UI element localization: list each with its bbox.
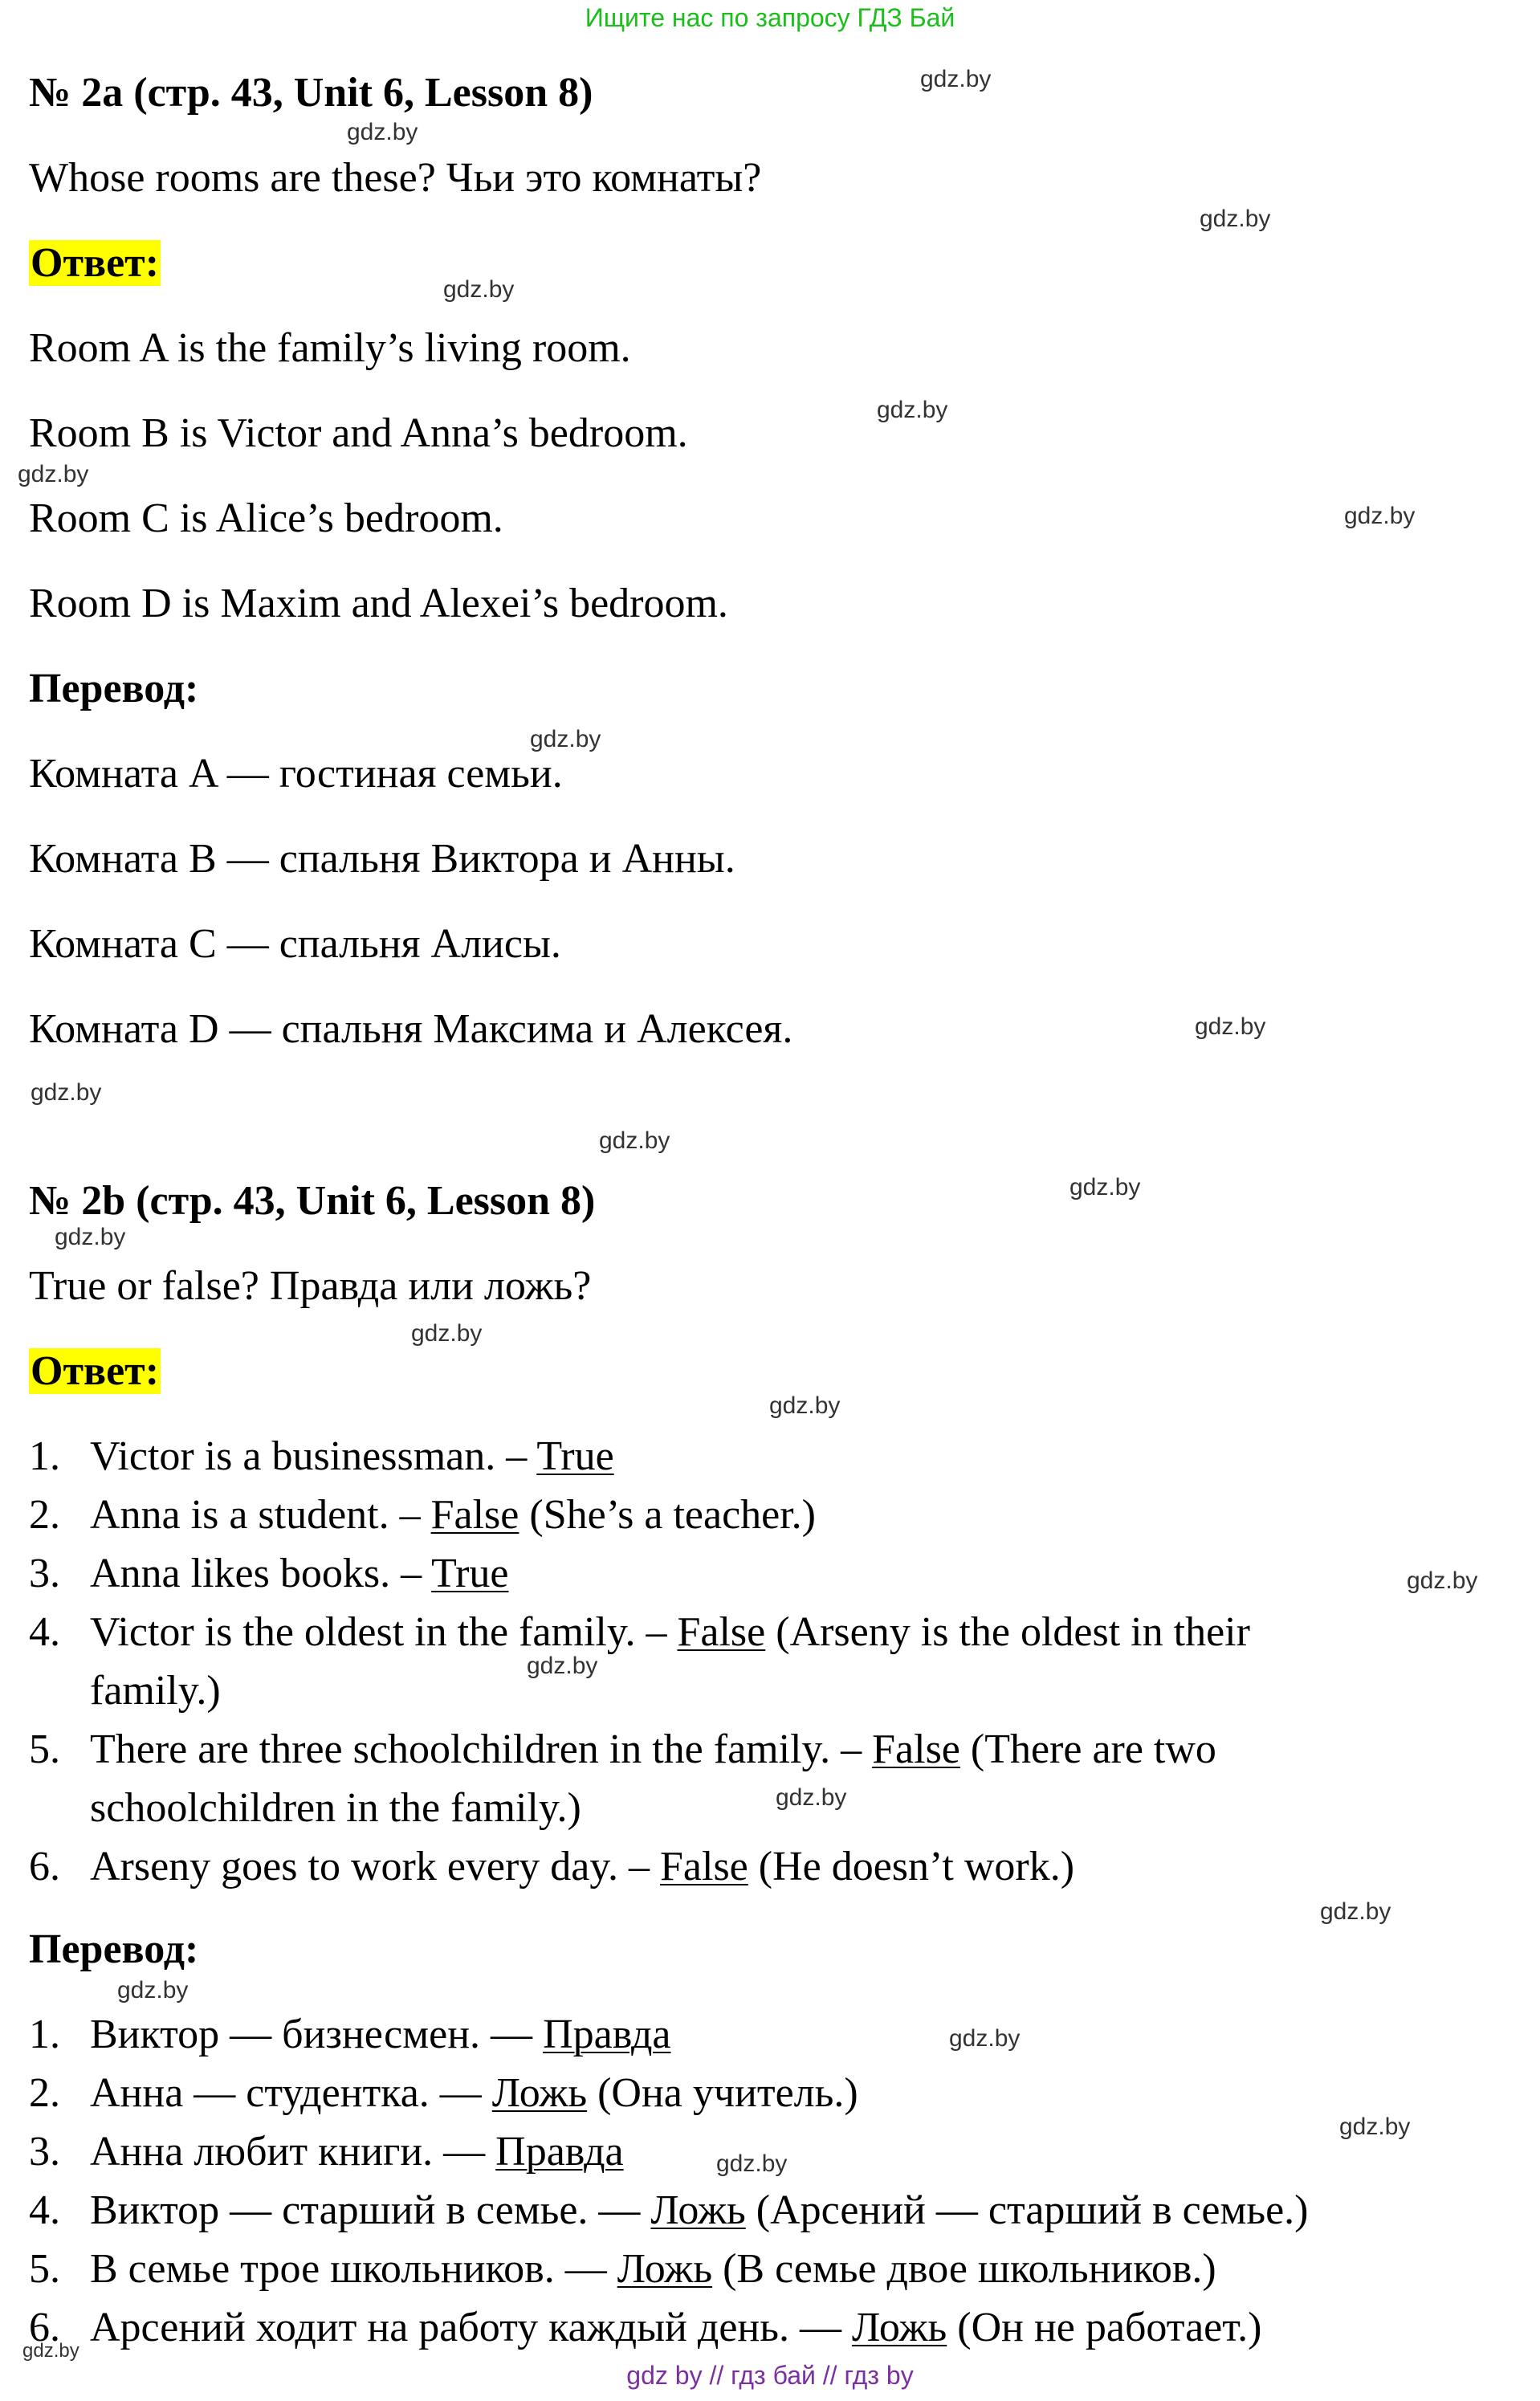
section-b-title: № 2b (стр. 43, Unit 6, Lesson 8) <box>29 1178 596 1224</box>
section-a-answer-1: Room A is the family’s living room. <box>29 325 631 371</box>
item-text: Виктор — бизнесмен. — Правда <box>90 2012 671 2057</box>
watermark: gdz.by <box>1344 503 1416 529</box>
section-a-translation-1: Комната A — гостиная семьи. <box>29 751 563 797</box>
section-a-translation-label: Перевод: <box>29 666 199 711</box>
item-text: В семье трое школьников. — Ложь (В семье двое школьников.) <box>90 2246 1216 2292</box>
watermark: gdz.by <box>18 461 89 487</box>
answer-highlight: Ответ: <box>31 1348 160 1394</box>
watermark: gdz.by <box>599 1127 670 1154</box>
watermark: gdz.by <box>1195 1013 1266 1040</box>
item-text: Victor is a businessman. – True <box>90 1433 614 1479</box>
item-number: 1. <box>29 2012 60 2057</box>
watermark: gdz.by <box>1069 1174 1141 1200</box>
section-a-answer-4: Room D is Maxim and Alexei’s bedroom. <box>29 581 728 626</box>
answer-mark: True <box>536 1433 614 1479</box>
item-text: Анна — студентка. — Ложь (Она учитель.) <box>90 2070 858 2116</box>
watermark: gdz.by <box>530 726 601 752</box>
section-b-task: True or false? Правда или ложь? <box>29 1263 592 1309</box>
watermark: gdz.by <box>769 1392 841 1419</box>
answer-mark: Ложь <box>491 2070 588 2116</box>
item-text: Арсений ходит на работу каждый день. — Ложь (Он не работает.) <box>90 2305 1262 2350</box>
item-number: 6. <box>29 1844 60 1889</box>
section-a-translation-4: Комната D — спальня Максима и Алексея. <box>29 1006 793 1052</box>
item-text: There are three schoolchildren in the family. – False (There are two <box>90 1726 1216 1772</box>
watermark: gdz.by <box>877 397 948 423</box>
item-number: 5. <box>29 1726 60 1772</box>
watermark: gdz.by <box>776 1784 847 1811</box>
section-a-answer-label <box>29 239 161 287</box>
item-text: schoolchildren in the family.) <box>90 1785 581 1831</box>
section-b-translation-label: Перевод: <box>29 1926 199 1972</box>
answer-mark: False <box>677 1609 766 1655</box>
watermark: gdz.by <box>22 2340 79 2362</box>
item-text: Anna likes books. – True <box>90 1551 509 1596</box>
top-banner: Ищите нас по запросу ГДЗ Бай <box>585 3 955 32</box>
watermark: gdz.by <box>527 1653 598 1679</box>
answer-mark: False <box>872 1726 960 1772</box>
item-text: Анна любит книги. — Правда <box>90 2129 624 2175</box>
answer-mark: True <box>431 1551 509 1596</box>
watermark: gdz.by <box>443 276 515 303</box>
item-number: 6. <box>29 2305 60 2350</box>
section-a-title: № 2a (стр. 43, Unit 6, Lesson 8) <box>29 70 593 116</box>
section-b-answer-label <box>29 1347 161 1396</box>
item-number: 4. <box>29 1609 60 1655</box>
answer-mark: Ложь <box>617 2246 713 2292</box>
section-a-translation-2: Комната B — спальня Виктора и Анны. <box>29 836 735 882</box>
item-number: 3. <box>29 1551 60 1596</box>
section-a-answer-2: Room B is Victor and Anna’s bedroom. <box>29 410 688 456</box>
watermark: gdz.by <box>411 1320 483 1347</box>
item-number: 2. <box>29 2070 60 2116</box>
watermark: gdz.by <box>55 1224 126 1250</box>
answer-highlight: Ответ: <box>31 240 160 286</box>
item-text: Victor is the oldest in the family. – False (Arseny is the oldest in their <box>90 1609 1250 1655</box>
answer-mark: Правда <box>543 2012 671 2057</box>
watermark: gdz.by <box>920 66 992 92</box>
answer-mark: False <box>430 1492 519 1538</box>
watermark: gdz.by <box>1407 1567 1478 1594</box>
item-number: 5. <box>29 2246 60 2292</box>
item-text: Виктор — старший в семье. — Ложь (Арсений — старший в семье.) <box>90 2187 1309 2233</box>
item-text: Anna is a student. – False (She’s a teacher.) <box>90 1492 816 1538</box>
watermark: gdz.by <box>1339 2114 1411 2140</box>
answer-mark: Правда <box>495 2129 624 2175</box>
section-a-translation-3: Комната C — спальня Алисы. <box>29 921 561 967</box>
answer-mark: False <box>660 1844 748 1889</box>
item-number: 3. <box>29 2129 60 2175</box>
item-text: family.) <box>90 1668 221 1714</box>
watermark: gdz.by <box>1200 206 1271 232</box>
watermark: gdz.by <box>31 1079 102 1106</box>
watermark: gdz.by <box>347 119 418 145</box>
section-a-task: Whose rooms are these? Чьи это комнаты? <box>29 155 762 201</box>
bottom-banner: gdz by // гдз бай // гдз by <box>626 2361 914 2390</box>
item-number: 4. <box>29 2187 60 2233</box>
item-number: 1. <box>29 1433 60 1479</box>
watermark: gdz.by <box>949 2025 1021 2052</box>
watermark: gdz.by <box>716 2150 788 2177</box>
watermark: gdz.by <box>1320 1898 1391 1925</box>
section-a-answer-3: Room C is Alice’s bedroom. <box>29 495 503 541</box>
answer-mark: Ложь <box>851 2305 947 2350</box>
answer-mark: Ложь <box>650 2187 746 2233</box>
watermark: gdz.by <box>117 1977 189 2004</box>
item-text: Arseny goes to work every day. – False (He doesn’t work.) <box>90 1844 1075 1889</box>
item-number: 2. <box>29 1492 60 1538</box>
